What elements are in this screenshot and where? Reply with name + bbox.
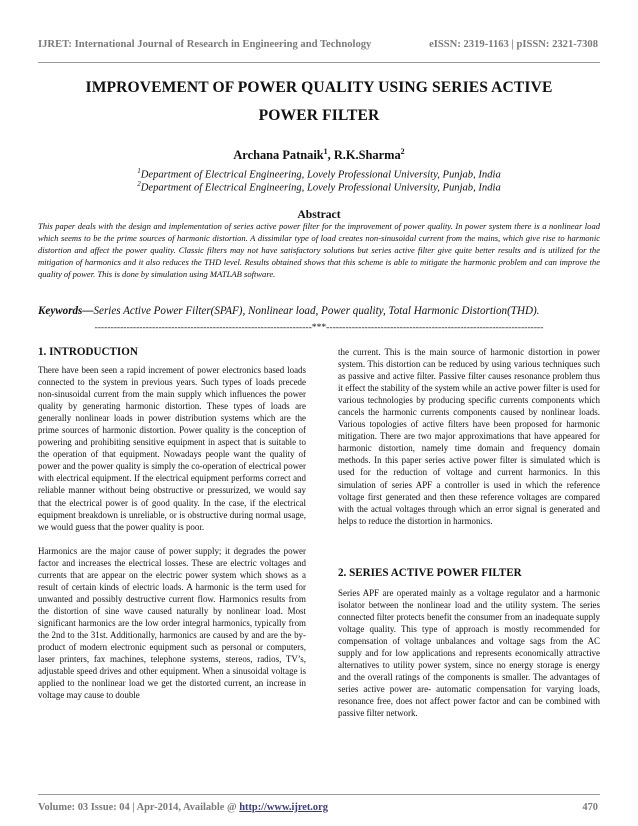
- running-header: [38, 39, 598, 50]
- paragraph: There have been seen a rapid increment of power electronics based loads connected to the system in previous years. Such types of loads precede non-sinusoidal current from the main supply which influences the power quality by generating harmonic distortion. These types of loads are generally nonlinear loads in power distribution systems which are the prime sources of harmonic distortion. Power quality is the conception of powering and prohibiting sensitive equipment in aspect that is suitable to the operation of that equipment. Nowadays people want the quality of power and the power quality is simply the co-operation of electrical power with electrical equipment. If the electrical equipment performs correct and reliable manner without being obstructive or pressurized, we would say that the electrical power is of good quality. In the case, if the electrical equipment breakdown is unreliable, or is obstructive during normal usage, we would guess that the power quality is poor.: [38, 365, 306, 532]
- section-separator: --------------------------------------------------------------------***--------------------------------------------------------------------: [94, 322, 544, 333]
- keywords-line: [38, 305, 600, 317]
- abstract-heading: Abstract: [297, 208, 341, 221]
- keywords-text: Series Active Power Filter(SPAF), Nonlinear load, Power quality, Total Harmonic Distortion(THD).: [93, 305, 540, 317]
- paragraph: Series APF are operated mainly as a voltage regulator and a harmonic isolator between the nonlinear load and the utility system. The series connected filter protects benefit the consumer from an inadequate supply voltage quality. This type of approach is mostly recommended for compensation of voltage unbalances and voltage sags from the AC supply and for low applications and represents economically attractive alternatives to utility power system, since no energy storage is energy and the overall ratings of the components is smaller. The advantages of series active power are- automatic compensation for varying loads, resonance free, does not affect power factor and can be combined with passive filter network.: [338, 588, 600, 719]
- author-superscript: 2: [400, 147, 405, 156]
- affiliation-2: [38, 180, 600, 194]
- author-separator: ,: [327, 148, 334, 163]
- section-heading-series-apf: 2. SERIES ACTIVE POWER FILTER: [338, 567, 522, 579]
- right-column-section2: [338, 587, 600, 720]
- author-list: [38, 147, 600, 163]
- right-column: [338, 346, 600, 527]
- header-rule: [38, 62, 600, 63]
- left-column: [38, 364, 306, 701]
- page-footer: [38, 802, 598, 813]
- author-name: Archana Patnaik: [233, 148, 324, 163]
- footer-rule: [38, 794, 600, 795]
- affiliation-superscript: 2: [137, 180, 141, 188]
- section-heading-introduction: 1. INTRODUCTION: [38, 346, 138, 358]
- page-number: 470: [582, 802, 598, 813]
- paper-title-line1: IMPROVEMENT OF POWER QUALITY USING SERIES ACTIVE: [85, 79, 553, 96]
- paper-title-line2: POWER FILTER: [258, 107, 380, 124]
- keywords-label: Keywords—: [38, 305, 94, 317]
- issn-text: eISSN: 2319-1163 | pISSN: 2321-7308: [429, 39, 598, 50]
- journal-name: IJRET: International Journal of Research in Engineering and Technology: [38, 39, 372, 50]
- affiliation-text: Department of Electrical Engineering, Lovely Professional University, Punjab, India: [140, 182, 501, 194]
- abstract-body: This paper deals with the design and implementation of series active power filter for the improvement of power quality. In power system there is a nonlinear load which seems to be the prime sources of harmonic distortion. A dissimilar type of load creates non-sinusoidal current from the mains, which give rise to harmonic distortion and affect the power quality. Classic filters may not have satisfactory solutions but series active filter give quite better results and is utilized for the mitigation of harmonics and it also reduces the THD level. Results obtained shows that this scheme is able to mitigate the harmonic problem and can improve the quality of power. This is done by simulation using MATLAB software.: [38, 221, 600, 279]
- paragraph: Harmonics are the major cause of power supply; it degrades the power factor and increases the electrical losses. These are electric voltages and currents that are appear on the electric power system which shows as a result of certain kinds of electric loads. A harmonic is the term used for unwanted and possibly destructive current flow. Harmonics results from the distortion of sine wave caused naturally by nonlinear load. Most significant harmonics are the low order integral harmonics, typically from the 2nd to the 31st. Additionally, harmonics are caused by and are the by-product of modern electronic equipment such as personal or computers, laser printers, fax machines, telephone systems, stereos, radios, TV’s, adjustable speed drives and other equipment. When a sinusoidal voltage is applied to the nonlinear load we get the distorted current, an increase in voltage may cause to double: [38, 545, 306, 701]
- paragraph: the current. This is the main source of harmonic distortion in power system. This distortion can be reduced by using various techniques such as passive and active filter. Passive filter causes resonance problem thus it effect the stability of the system while an active power filter is used for various technologies by producing specific currents components which cancels the harmonic currents components caused by nonlinear loads. Various topologies of active filters have been proposed for harmonic mitigation. There are two major approximations that have appeared for harmonic distortion, namely time domain and frequency domain methods. In this paper series active power filter is simulated which is used for the reduction of voltage and current harmonics. In this simulation of series APF a controller is used in which the reference voltage first generated and then these reference voltages are compared with the actual voltages through which an error signal is generated and helps to reduce the distortion in harmonics.: [338, 347, 600, 526]
- footer-text: Volume: 03 Issue: 04 | Apr-2014, Available @: [38, 802, 240, 813]
- affiliation-superscript: 1: [137, 167, 141, 175]
- author-superscript: 1: [323, 147, 328, 156]
- affiliation-1: [38, 167, 600, 181]
- author-name: R.K.Sharma: [333, 148, 401, 163]
- affiliation-text: Department of Electrical Engineering, Lovely Professional University, Punjab, India: [140, 169, 501, 181]
- journal-link[interactable]: http://www.ijret.org: [239, 802, 328, 813]
